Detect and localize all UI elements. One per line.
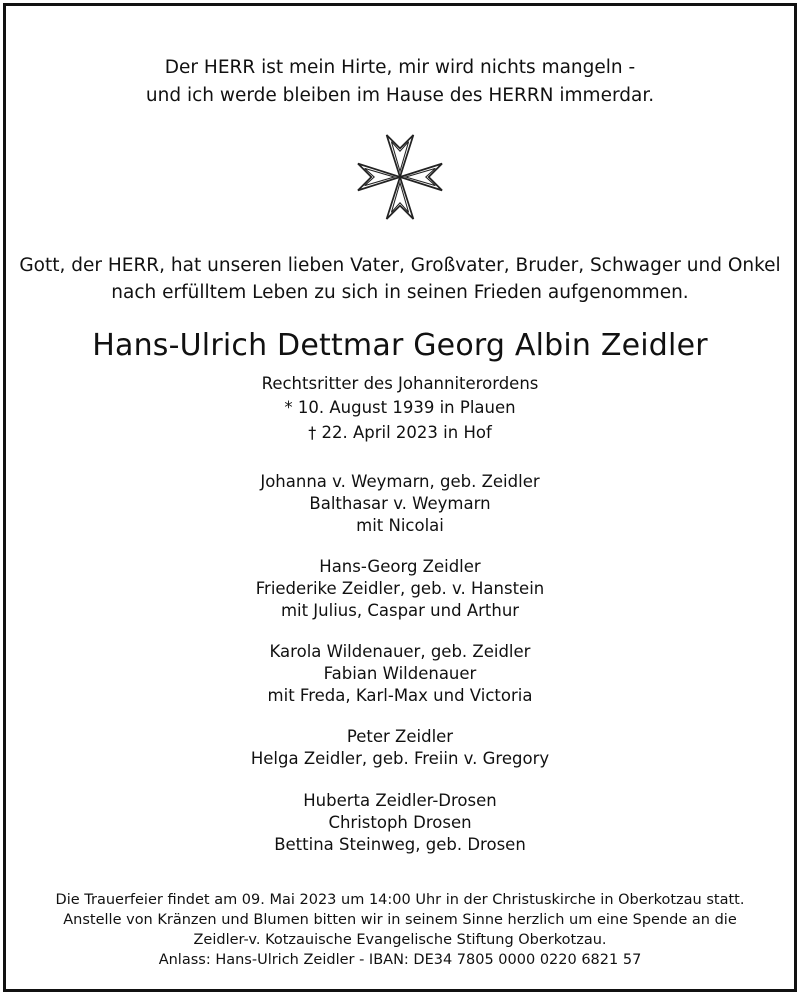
mourner-line: Hans-Georg Zeidler — [319, 557, 481, 576]
mourner-line: Johanna v. Weymarn, geb. Zeidler — [260, 472, 540, 491]
intro-line-1: Gott, der HERR, hat unseren lieben Vater, Großvater, Bruder, Schwager und Onkel — [19, 255, 781, 276]
mourner-line: Karola Wildenauer, geb. Zeidler — [269, 642, 531, 661]
mourner-line: Balthasar v. Weymarn — [309, 494, 491, 513]
death-line — [0, 423, 800, 443]
mourner-line: Fabian Wildenauer — [323, 664, 477, 683]
mourner-line: mit Julius, Caspar und Arthur — [280, 601, 520, 620]
mourner-line: Christoph Drosen — [328, 813, 472, 832]
mourner-line: mit Nicolai — [356, 516, 444, 535]
footer-line-3: Zeidler-v. Kotzauische Evangelische Stiftung Oberkotzau. — [193, 932, 607, 948]
deceased-title: Rechtsritter des Johanniterordens — [261, 374, 539, 393]
verse-line-1: Der HERR ist mein Hirte, mir wird nichts mangeln - — [164, 57, 636, 78]
mourner-line: Peter Zeidler — [346, 727, 454, 746]
birth-symbol: * — [284, 398, 293, 417]
death-date: 22. April 2023 in Hof — [321, 423, 492, 442]
birth-line — [0, 398, 800, 418]
birth-date: 10. August 1939 in Plauen — [297, 398, 516, 417]
intro-line-2: nach erfülltem Leben zu sich in seinen Frieden aufgenommen. — [111, 282, 689, 303]
mourner-line: Friederike Zeidler, geb. v. Hanstein — [255, 579, 545, 598]
mourner-line: Helga Zeidler, geb. Freiin v. Gregory — [250, 749, 550, 768]
footer-line-1: Die Trauerfeier findet am 09. Mai 2023 um 14:00 Uhr in der Christuskirche in Oberkotzau statt. — [55, 892, 745, 908]
verse-line-2: und ich werde bleiben im Hause des HERRN immerdar. — [145, 85, 655, 106]
mourner-line: mit Freda, Karl-Max und Victoria — [267, 686, 533, 705]
maltese-cross-icon — [357, 132, 443, 222]
deceased-name: Hans-Ulrich Dettmar Georg Albin Zeidler — [92, 328, 708, 363]
dagger-icon: † — [308, 423, 317, 442]
footer-line-4: Anlass: Hans-Ulrich Zeidler - IBAN: DE34 7805 0000 0220 6821 57 — [158, 952, 642, 968]
mourner-line: Bettina Steinweg, geb. Drosen — [274, 835, 526, 854]
mourner-line: Huberta Zeidler-Drosen — [303, 791, 497, 810]
footer-line-2: Anstelle von Kränzen und Blumen bitten wir in seinem Sinne herzlich um eine Spende an die — [63, 912, 737, 928]
